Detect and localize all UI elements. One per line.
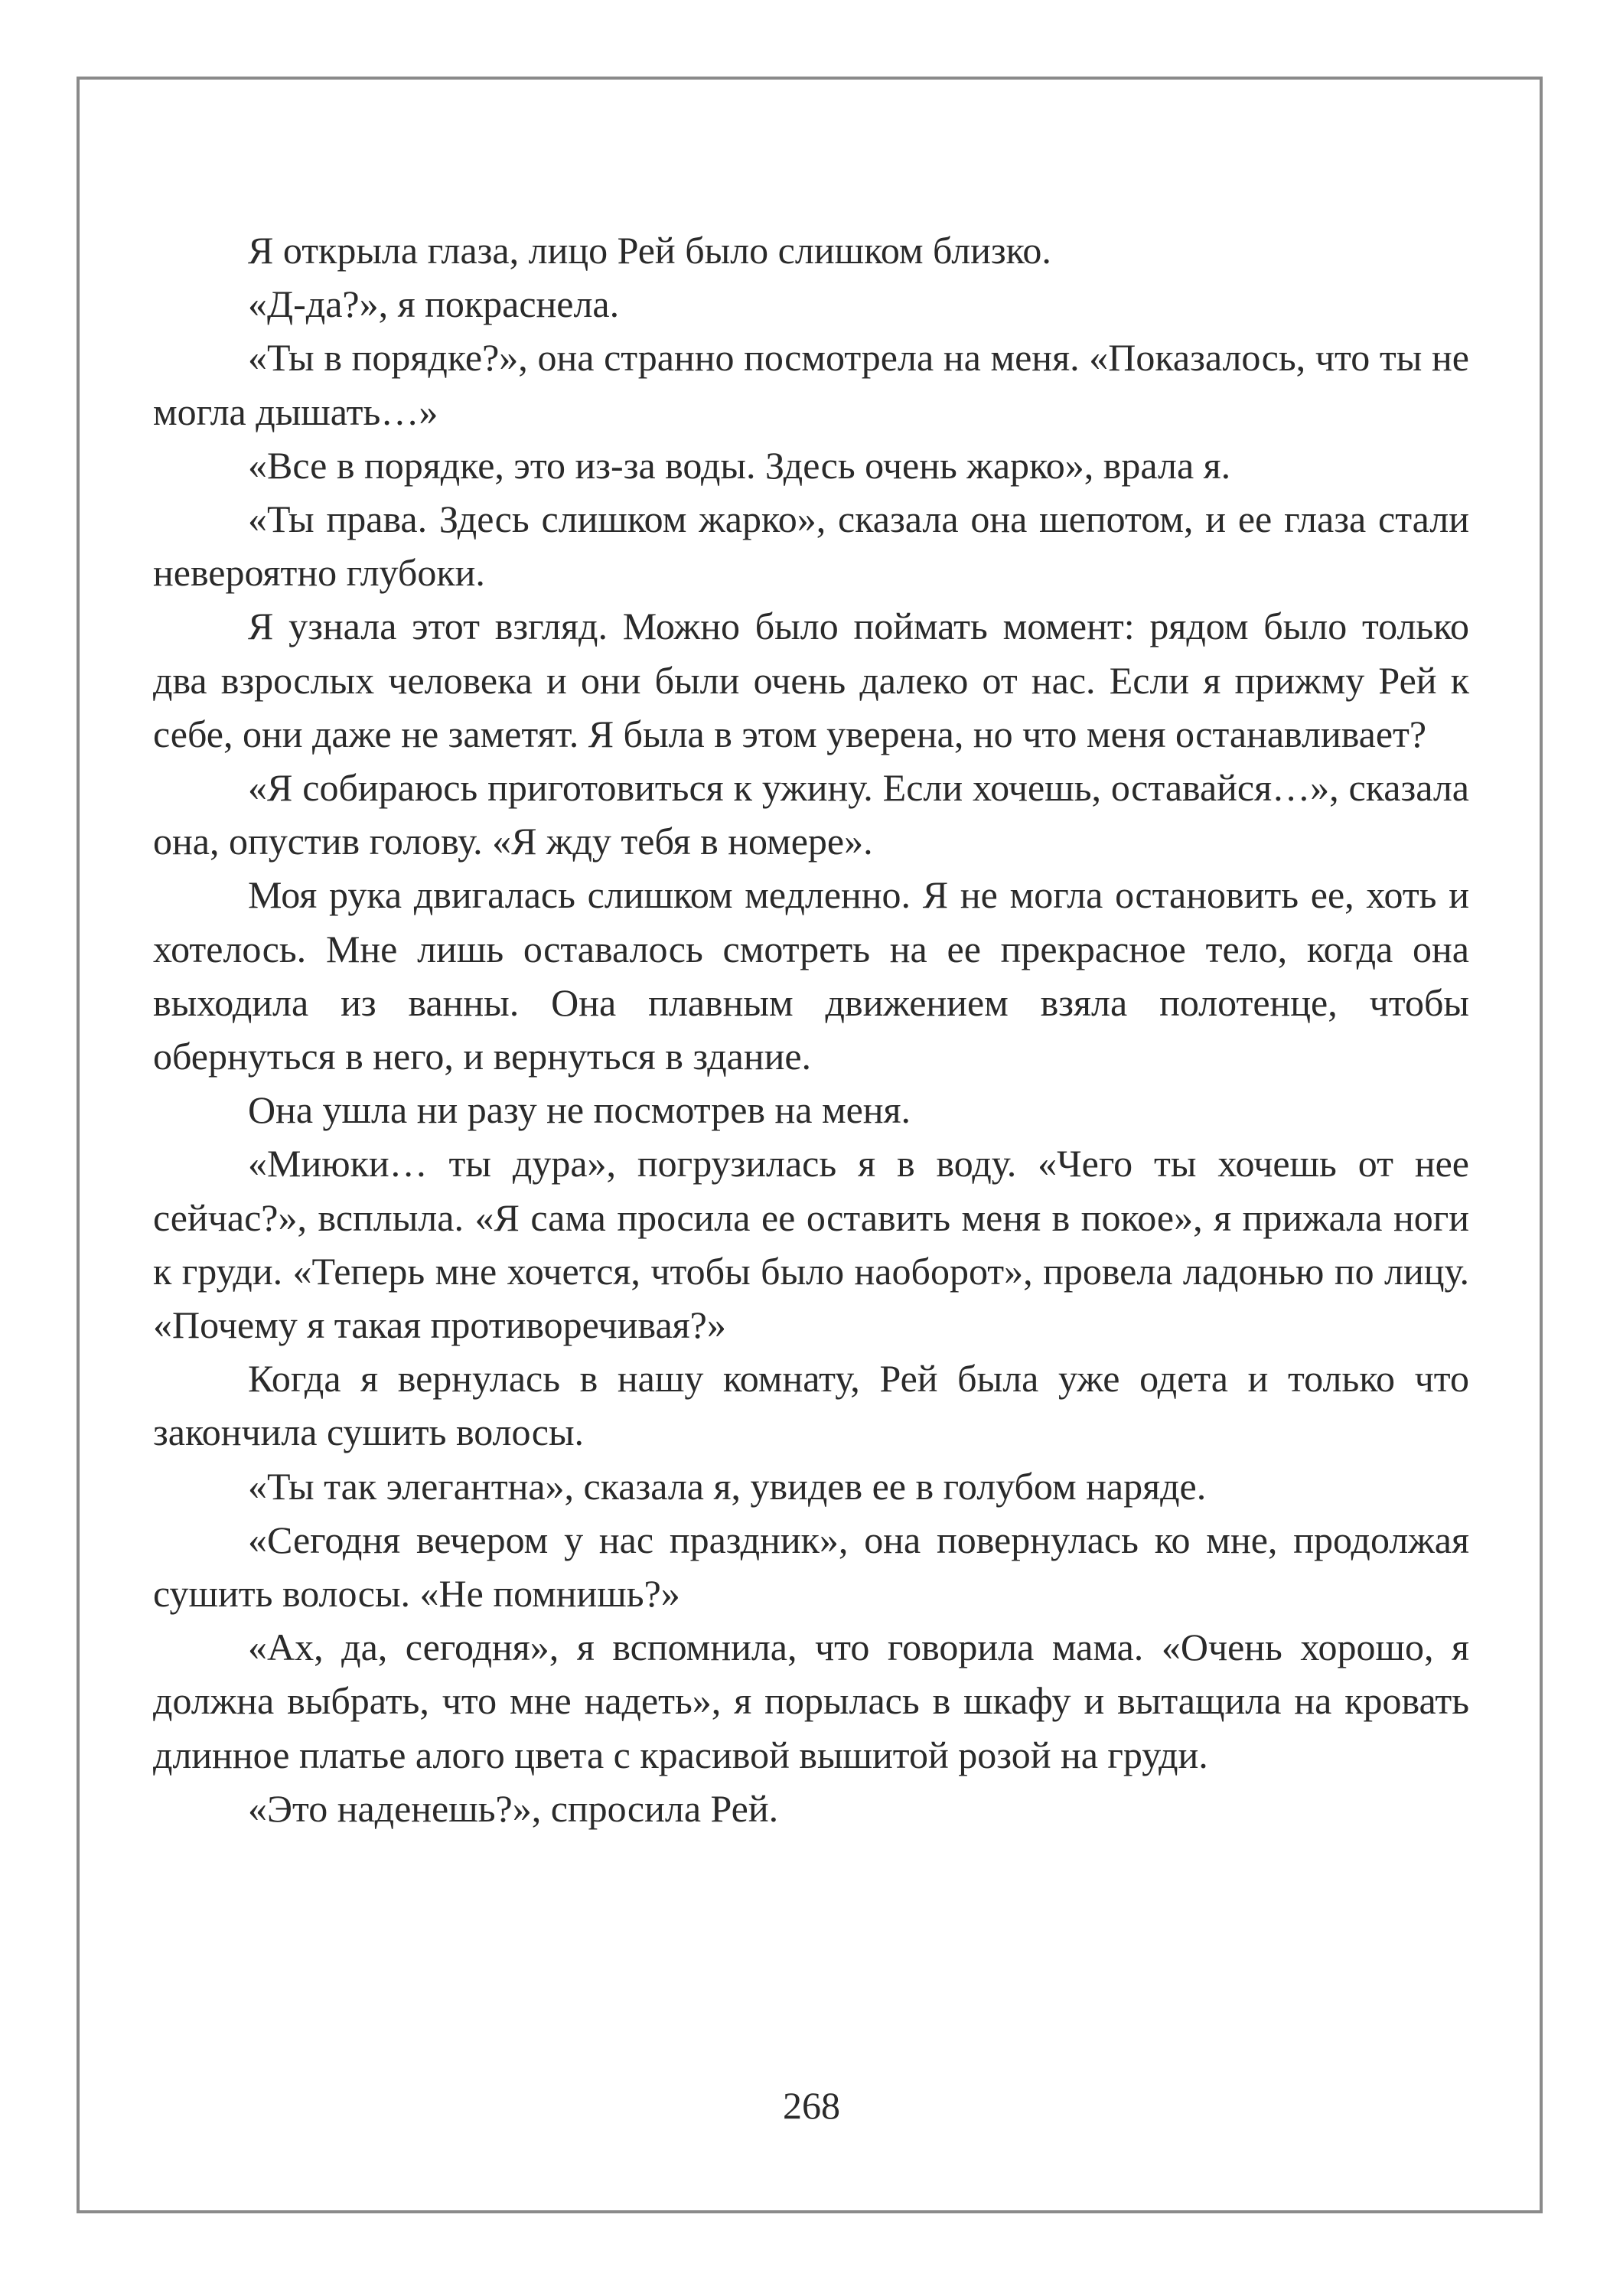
paragraph: Я узнала этот взгляд. Можно было поймать момент: рядом было только два взрослых человека и они были очень далеко от нас. Если я прижму Рей к себе, они даже не заметят. Я была в этом уверена, но что меня останавливает? bbox=[153, 605, 1469, 755]
paragraph: «Ах, да, сегодня», я вспомнила, что говорила мама. «Очень хорошо, я должна выбрать, что мне надеть», я порылась в шкафу и вытащила на кровать длинное платье алого цвета с красивой вышитой розой на груди. bbox=[153, 1626, 1469, 1776]
paragraph: Она ушла ни разу не посмотрев на меня. bbox=[248, 1088, 911, 1132]
paragraph: «Сегодня вечером у нас праздник», она повернулась ко мне, продолжая сушить волосы. «Не помнишь?» bbox=[153, 1518, 1469, 1616]
paragraph: «Я собираюсь приготовиться к ужину. Если хочешь, оставайся…», сказала она, опустив голову. «Я жду тебя в номере». bbox=[153, 766, 1469, 863]
paragraph: «Ты права. Здесь слишком жарко», сказала она шепотом, и ее глаза стали невероятно глубоки. bbox=[153, 497, 1469, 595]
paragraph: «Миюки… ты дура», погрузилась я в воду. «Чего ты хочешь от нее сейчас?», всплыла. «Я сама просила ее оставить меня в покое», я прижала ноги к груди. «Теперь мне хочется, чтобы было наоборот», провела ладонью по лицу. «Почему я такая противоречивая?» bbox=[153, 1142, 1469, 1347]
paragraph: «Ты в порядке?», она странно посмотрела на меня. «Показалось, что ты не могла дышать…» bbox=[153, 336, 1469, 433]
paragraph: Моя рука двигалась слишком медленно. Я не могла остановить ее, хоть и хотелось. Мне лишь оставалось смотреть на ее прекрасное тело, когда она выходила из ванны. Она плавным движением взяла полотенце, чтобы обернуться в него, и вернуться в здание. bbox=[153, 873, 1469, 1078]
page-number: 268 bbox=[783, 2084, 840, 2127]
paragraph: Я открыла глаза, лицо Рей было слишком близко. bbox=[248, 229, 1051, 272]
paragraph: «Это наденешь?», спросила Рей. bbox=[248, 1786, 779, 1830]
paragraph: «Д-да?», я покраснела. bbox=[248, 282, 620, 326]
body-text bbox=[153, 223, 1469, 1835]
paragraph: «Все в порядке, это из-за воды. Здесь очень жарко», врала я. bbox=[248, 443, 1231, 487]
paragraph: «Ты так элегантна», сказала я, увидев ее в голубом наряде. bbox=[248, 1464, 1207, 1508]
paragraph: Когда я вернулась в нашу комнату, Рей была уже одета и только что закончила сушить волосы. bbox=[153, 1357, 1469, 1454]
